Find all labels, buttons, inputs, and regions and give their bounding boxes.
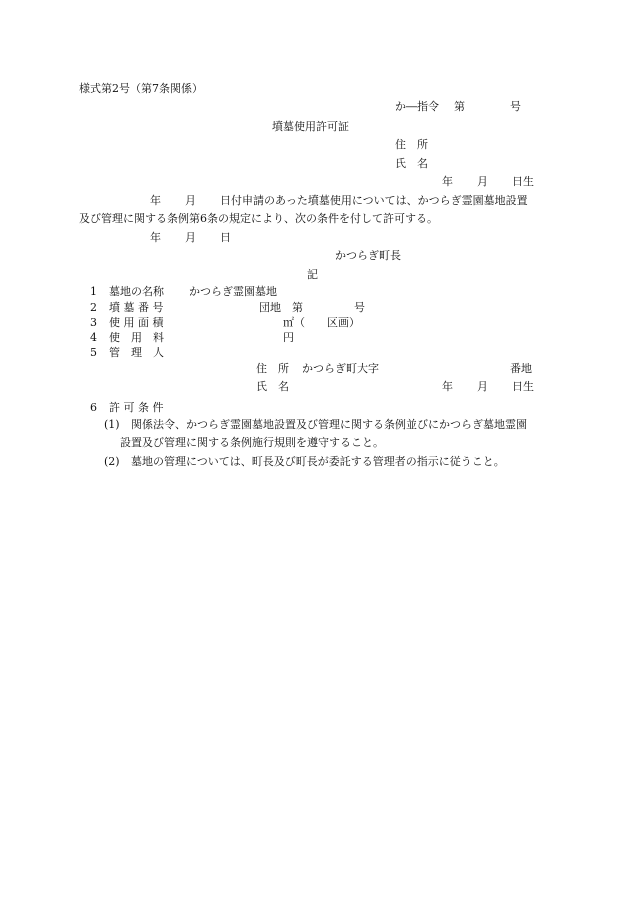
body-text-line-2: 及び管理に関する条例第6条の規定により、次の条件を付して許可する。: [79, 212, 438, 225]
item-label-plot-number: 墳 墓 番 号: [109, 301, 164, 314]
item-value-area: ㎡（ 区画）: [283, 316, 360, 329]
manager-birth-day: 日生: [512, 380, 534, 393]
manager-name-label: 氏 名: [256, 380, 289, 393]
recipient-birth-year: 年: [442, 175, 453, 188]
body-text-line-1: 日付申請のあった墳墓使用については、かつらぎ霊園墓地設置: [220, 194, 528, 207]
item-number: 3: [90, 316, 97, 329]
condition-text: 墓地の管理については、町長及び町長が委託する管理者の指示に従うこと。: [131, 455, 505, 468]
issue-date-year: 年: [150, 231, 161, 244]
item-value-plot-number: 団地 第: [259, 301, 303, 314]
recipient-birth-month: 月: [477, 175, 488, 188]
manager-birth-year: 年: [442, 380, 453, 393]
issue-date-day: 日: [220, 231, 231, 244]
item-suffix-plot-number: 号: [354, 301, 365, 314]
application-date-year: 年: [150, 194, 161, 207]
conditions-heading: 許 可 条 件: [109, 401, 164, 414]
recipient-name-label: 氏 名: [395, 157, 428, 170]
manager-banchi: 番地: [510, 362, 532, 375]
item-label-area: 使 用 面 積: [109, 316, 164, 329]
item-label-manager: 管 理 人: [109, 346, 164, 359]
doc-number-go: 号: [510, 100, 521, 113]
document-title: 墳墓使用許可証: [272, 120, 349, 133]
condition-number: (2): [104, 455, 120, 468]
item-number: 5: [90, 346, 97, 359]
item-number: 2: [90, 301, 97, 314]
doc-number-dai: 第: [454, 100, 465, 113]
item-value-fee: 円: [283, 331, 294, 344]
item-label-fee: 使 用 料: [109, 331, 164, 344]
recipient-address-label: 住 所: [395, 138, 428, 151]
item-label-cemetery-name: 墓地の名称: [109, 285, 164, 298]
manager-birth-month: 月: [477, 380, 488, 393]
condition-text-line-2: 設置及び管理に関する条例施行規則を遵守すること。: [120, 436, 384, 449]
item-number: 6: [90, 401, 97, 414]
condition-text-line-1: 関係法令、かつらぎ霊園墓地設置及び管理に関する条例並びにかつらぎ墓地霊園: [131, 418, 527, 431]
application-date-month: 月: [185, 194, 196, 207]
manager-address-label: 住 所: [256, 362, 289, 375]
item-number: 1: [90, 285, 97, 298]
issuer-name: かつらぎ町長: [335, 249, 401, 262]
doc-number-prefix: か―指令: [395, 100, 439, 113]
recipient-birth-day: 日生: [512, 175, 534, 188]
item-number: 4: [90, 331, 97, 344]
ki-heading: 記: [307, 268, 318, 281]
issue-date-month: 月: [185, 231, 196, 244]
manager-address-value: かつらぎ町大字: [302, 362, 379, 375]
item-value-cemetery-name: かつらぎ霊園墓地: [189, 285, 277, 298]
form-number: 様式第2号（第7条関係）: [79, 82, 203, 95]
condition-number: (1): [104, 418, 120, 431]
